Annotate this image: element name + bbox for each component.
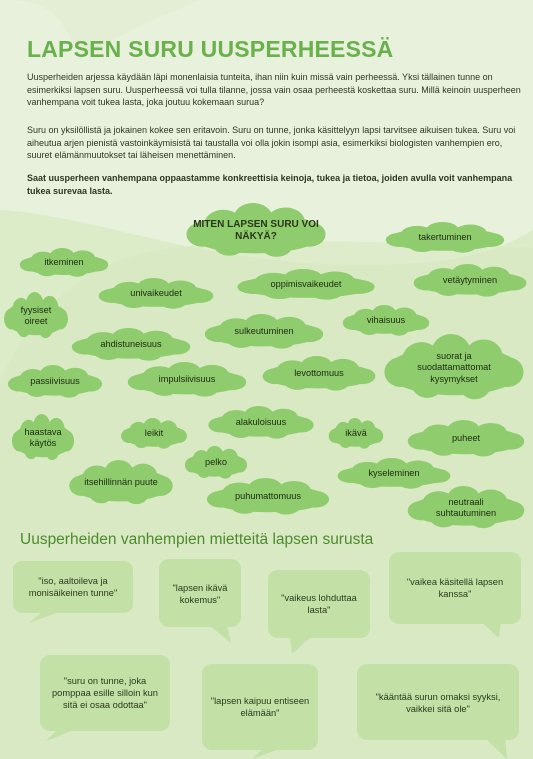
quote-text: "iso, aaltoileva ja monisäikeinen tunne" bbox=[28, 576, 118, 598]
quote-text: "vaikea käsitellä lapsen kanssa" bbox=[406, 577, 504, 599]
quote-text: "suru on tunne, joka pomppaa esille silloin kun sitä ei osaa odottaa" bbox=[52, 676, 158, 710]
quote-bubble-3 bbox=[268, 570, 370, 654]
cloud-label: suorat ja suodattamattomat kysymykset bbox=[417, 350, 491, 384]
cloud-label: levottomuus bbox=[294, 368, 344, 379]
cloud-label: alakuloisuus bbox=[235, 417, 287, 428]
cloud-takertuminen bbox=[382, 222, 508, 254]
quote-bubble-5 bbox=[40, 655, 170, 741]
cloud-itkeminen bbox=[17, 248, 111, 278]
intro-paragraph-2: Suru on yksilöllistä ja jokainen kokee sen eritavoin. Suru on tunne, jonka käsittelyyn lapsi tarvitsee aikuisen tukea. Suru voi aiheutua arjen pienistä vastoinkäymisistä tai taustalla voi olla jokin isompi asia, esimerkiksi biologisten vanhempien ero, suuret elämänmuutokset tai läheisen menettäminen. bbox=[27, 125, 516, 161]
cloud-label: puheet bbox=[451, 433, 481, 444]
cloud-label: itkeminen bbox=[44, 257, 84, 268]
cloud-label: haastava käytös bbox=[24, 426, 62, 448]
cloud-label: neutraali suhtautuminen bbox=[435, 496, 497, 518]
cloud-label: vetäytyminen bbox=[442, 275, 498, 286]
cloud-leikit bbox=[119, 418, 189, 450]
cloud-fyysiset-oireet bbox=[2, 292, 70, 340]
cloud-levottomuus bbox=[259, 356, 379, 392]
cloud-label: impulsiivisuus bbox=[158, 374, 216, 385]
cloud-label: kyseleminen bbox=[368, 468, 420, 479]
cloud-sulkeutuminen bbox=[201, 314, 327, 350]
cloud-label: ikävä bbox=[345, 428, 367, 439]
cloud-alakuloisuus bbox=[205, 406, 317, 440]
cloud-label: oppimisvaikeudet bbox=[270, 279, 342, 290]
cloud-label: puhumattomuus bbox=[235, 491, 301, 502]
cloud-puhumattomuus bbox=[203, 478, 333, 516]
cloud-label: MITEN LAPSEN SURU VOI NÄKYÄ? bbox=[193, 219, 319, 242]
cloud-oppimisvaikeudet bbox=[233, 269, 379, 301]
cloud-label: univaikeudet bbox=[130, 288, 182, 299]
cloud-puheet bbox=[404, 420, 528, 458]
quote-bubble-7 bbox=[357, 664, 519, 759]
cloud-univaikeudet bbox=[95, 278, 217, 310]
cloud-label: itsehillinnän puute bbox=[84, 477, 158, 488]
quote-bubble-2 bbox=[159, 559, 241, 643]
quote-bubble-6 bbox=[202, 664, 318, 759]
quote-text: "lapsen ikävä kokemus" bbox=[172, 583, 228, 605]
cloud-label: passiivisuus bbox=[30, 376, 80, 387]
cloud-pelko bbox=[183, 446, 249, 480]
intro-paragraph-1: Uusperheiden arjessa käydään läpi monenlaisia tunteita, ihan niin kuin missä vain perheessä. Yksi tällainen tunne on esimerkiksi lapsen suru. Uusperheessä voi tulla tilanne, jossa vain osaa perheestä koskettaa suru. Millä keinoin uusperheen vanhempana voit tukea lasta, joka joutuu kokemaan surua? bbox=[27, 72, 521, 108]
cloud-label: vihaisuus bbox=[366, 315, 406, 326]
cloud-label: takertuminen bbox=[418, 232, 472, 243]
quote-text: "kääntää surun omaksi syyksi, vaikkei sitä ole" bbox=[375, 691, 501, 714]
cloud-label: sulkeutuminen bbox=[234, 326, 294, 337]
quote-text: "vaikeus lohduttaa lasta" bbox=[281, 593, 357, 615]
quote-bubble-4 bbox=[389, 552, 521, 638]
cloud-main-question bbox=[182, 203, 330, 259]
cloud-haastava-kaytos bbox=[10, 414, 76, 462]
cloud-ikava bbox=[327, 418, 385, 450]
section-title: Uusperheiden vanhempien mietteitä lapsen surusta bbox=[20, 531, 374, 548]
cloud-label: fyysiset oireet bbox=[20, 304, 52, 326]
cloud-suorat-kysymykset bbox=[380, 334, 528, 402]
cloud-impulsiivisuus bbox=[124, 362, 250, 398]
cloud-ahdistuneisuus bbox=[68, 328, 194, 362]
cloud-label: leikit bbox=[144, 428, 164, 439]
page-title: LAPSEN SURU UUSPERHEESSÄ bbox=[27, 36, 394, 62]
cloud-passiivisuus bbox=[5, 365, 105, 399]
cloud-label: ahdistuneisuus bbox=[100, 339, 162, 350]
quote-bubble-1 bbox=[13, 561, 133, 623]
cloud-label: pelko bbox=[205, 457, 227, 468]
cloud-vetaytyminen bbox=[410, 264, 530, 298]
cloud-itsehillinnan-puute bbox=[66, 460, 176, 506]
cloud-neutraali-suhtautuminen bbox=[404, 486, 528, 530]
intro-paragraph-3: Saat uusperheen vanhempana oppaastamme konkreettisia keinoja, tukea ja tietoa, joiden avulla voit vanhempana tukea surevaa lasta. bbox=[27, 173, 513, 196]
cloud-vihaisuus bbox=[340, 305, 432, 337]
quote-text: "lapsen kaipuu entiseen elämään" bbox=[210, 695, 310, 718]
